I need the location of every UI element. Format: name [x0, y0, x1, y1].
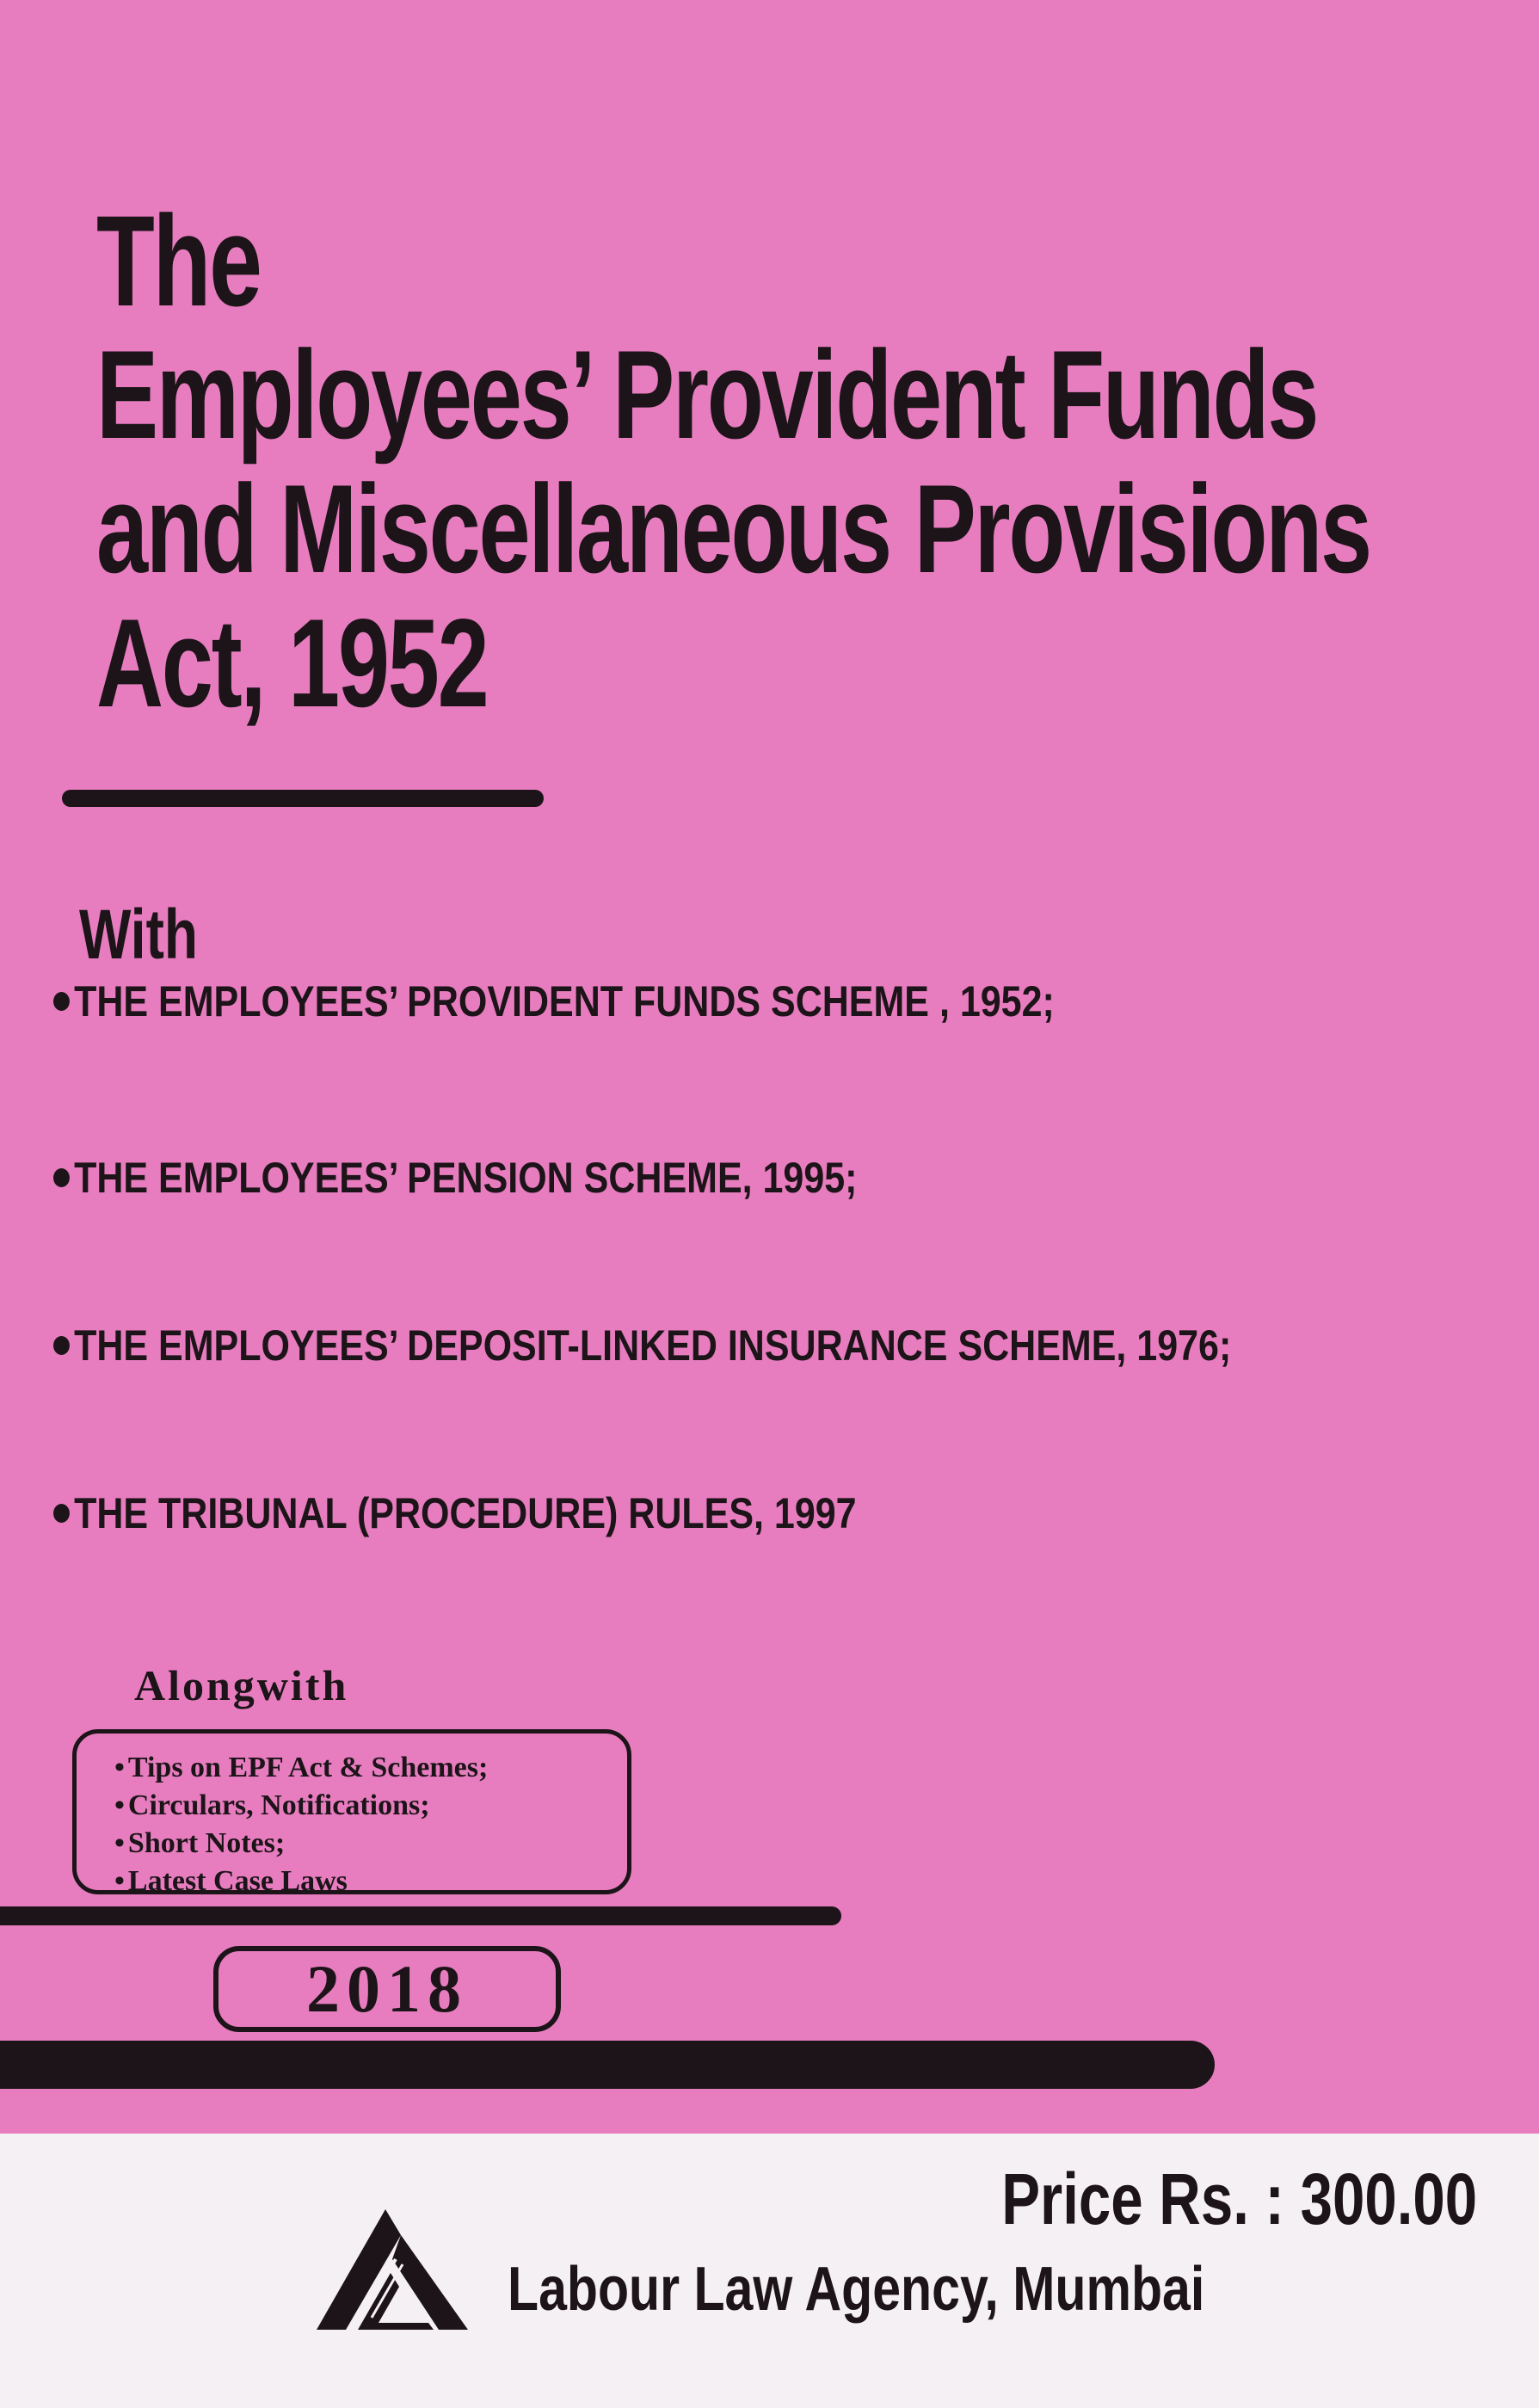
- title-line-2: Employees’ Provident Funds: [96, 324, 1318, 465]
- divider-bar-upper: [0, 1906, 841, 1925]
- lla-logo-icon: [317, 2209, 468, 2330]
- title-line-1: The: [96, 188, 261, 333]
- alongwith-item: • Short Notes;: [114, 1825, 627, 1863]
- book-title: [96, 188, 1507, 733]
- alongwith-item: • Circulars, Notifications;: [114, 1787, 627, 1825]
- alongwith-item: • Tips on EPF Act & Schemes;: [114, 1749, 627, 1787]
- title-underline: [62, 790, 544, 807]
- list-item-text: THE TRIBUNAL (PROCEDURE) RULES, 1997: [74, 1489, 857, 1537]
- divider-bar-lower: [0, 2041, 1215, 2089]
- bullet-icon: [53, 1168, 70, 1187]
- bullet-icon: [53, 1504, 70, 1523]
- publisher-name: Labour Law Agency, Mumbai: [508, 2255, 1205, 2324]
- list-item: [53, 976, 1055, 1026]
- title-line-4: Act, 1952: [96, 593, 488, 733]
- price-label: Price Rs. : 300.00: [1001, 2159, 1477, 2239]
- alongwith-item: • Latest Case Laws: [114, 1863, 627, 1900]
- list-item: [53, 1321, 1231, 1370]
- list-item-text: THE EMPLOYEES’ PENSION SCHEME, 1995;: [74, 1154, 858, 1202]
- with-label: With: [79, 896, 198, 974]
- bullet-icon: [53, 1336, 70, 1355]
- alongwith-label: Alongwith: [134, 1661, 349, 1709]
- bullet-icon: [53, 992, 70, 1011]
- list-item-text: THE EMPLOYEES’ DEPOSIT-LINKED INSURANCE SCHEME, 1976;: [74, 1321, 1232, 1370]
- list-item: [53, 1153, 857, 1203]
- alongwith-box: [72, 1729, 631, 1897]
- edition-year: 2018: [213, 1946, 561, 2032]
- list-item: [53, 1488, 857, 1538]
- title-line-3: and Miscellaneous Provisions: [96, 459, 1370, 599]
- list-item-text: THE EMPLOYEES’ PROVIDENT FUNDS SCHEME , 1952;: [74, 977, 1055, 1025]
